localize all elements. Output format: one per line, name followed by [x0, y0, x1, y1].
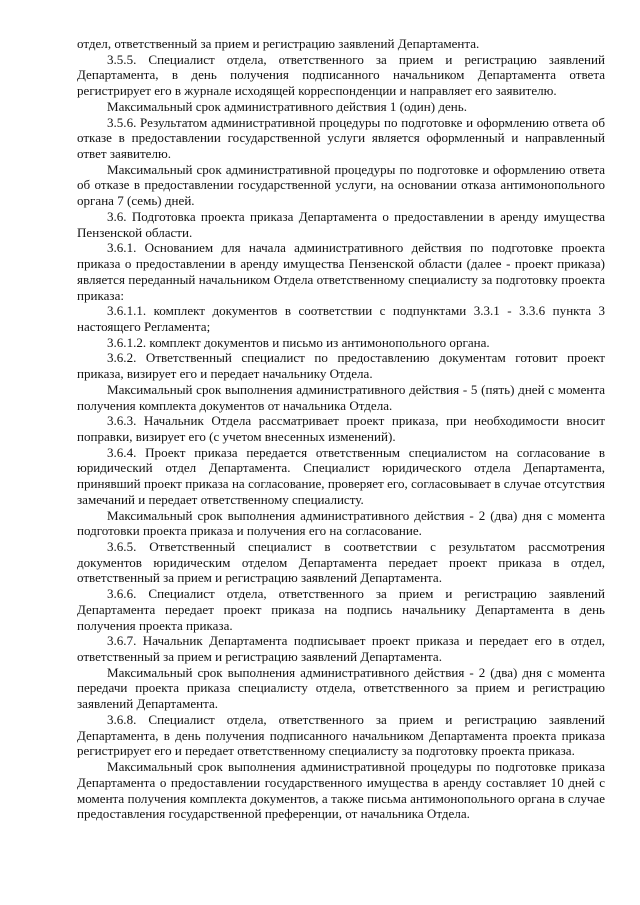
- paragraph-3-6-1-2: 3.6.1.2. комплект документов и письмо из антимонопольного органа.: [107, 334, 490, 350]
- paragraph-3-6-1-1: 3.6.1.1. комплект документов в соответствии с подпунктами 3.3.1 - 3.3.6 пункта 3 настоящего Регламента;: [77, 303, 605, 334]
- paragraph-max-term-1: Максимальный срок административного действия 1 (один) день.: [107, 98, 467, 114]
- paragraph-3-6-3: 3.6.3. Начальник Отдела рассматривает проект приказа, при необходимости вносит поправки, визирует его (с учетом внесенных изменений).: [77, 413, 605, 444]
- paragraph-3-6-6: 3.6.6. Специалист отдела, ответственного за прием и регистрацию заявлений Департамента передает проект приказа на подпись начальнику Департамента в день получения проекта приказа.: [77, 586, 605, 633]
- paragraph-3-6-4: 3.6.4. Проект приказа передается ответственным специалистом на согласование в юридический отдел Департамента. Специалист юридического отдела Департамента, принявший проект приказа на согласование, проверяет его, согласовывает в случае отсутствия замечаний и передает ответственному специалисту.: [77, 444, 605, 507]
- paragraph-max-term-6: Максимальный срок выполнения административной процедуры по подготовке приказа Департамента о предоставлении государственного имущества в аренду составляет 10 дней с момента получения комплекта документов, а также письма антимонопольного органа в случае предоставления государственной преференции, от начальника Отдела.: [77, 759, 605, 822]
- paragraph-3-6-1: 3.6.1. Основанием для начала административного действия по подготовке проекта приказа о предоставлении в аренду имущества Пензенской области (далее - проект приказа) является переданный начальником Отдела ответственному специалисту за подготовку проекта приказа:: [77, 240, 605, 303]
- paragraph-max-term-2: Максимальный срок административной процедуры по подготовке и оформлению ответа об отказе в предоставлении государственной услуги, на основании отказа антимонопольного органа 7 (семь) дней.: [77, 161, 605, 209]
- paragraph-3-5-6: 3.5.6. Результатом административной процедуры по подготовке и оформлению ответа об отказе в предоставлении государственной услуги является оформленный и направленный ответ заявителю.: [77, 114, 605, 162]
- paragraph-3-6-5: 3.6.5. Ответственный специалист в соответствии с результатом рассмотрения документов юридическим отделом Департамента передает проект приказа в отдел, ответственный за прием и регистрацию заявлений Департамента.: [77, 539, 605, 586]
- paragraph-max-term-3: Максимальный срок выполнения административного действия - 5 (пять) дней с момента получения комплекта документов от начальника Отдела.: [77, 381, 605, 413]
- paragraph-3-6-2: 3.6.2. Ответственный специалист по предоставлению документам готовит проект приказа, визирует его и передает начальнику Отдела.: [77, 350, 605, 382]
- document-body: [77, 36, 605, 822]
- paragraph-continuation: отдел, ответственный за прием и регистрацию заявлений Департамента.: [77, 36, 480, 51]
- paragraph-max-term-5: Максимальный срок выполнения административного действия - 2 (два) дня с момента передачи проекта приказа специалисту отдела, ответственного за прием и регистрацию заявлений Департамента.: [77, 664, 605, 712]
- paragraph-3-6-7: 3.6.7. Начальник Департамента подписывает проект приказа и передает его в отдел, ответственный за прием и регистрацию заявлений Департамента.: [77, 633, 605, 665]
- paragraph-max-term-4: Максимальный срок выполнения административного действия - 2 (два) дня с момента подготовки проекта приказа и получения его на согласование.: [77, 507, 605, 539]
- paragraph-3-6-8: 3.6.8. Специалист отдела, ответственного за прием и регистрацию заявлений Департамента, в день получения подписанного начальником Департамента проекта приказа регистрирует его и передает ответственному специалисту за подготовку проекта приказа.: [77, 711, 605, 759]
- paragraph-3-6: 3.6. Подготовка проекта приказа Департамента о предоставлении в аренду имущества Пензенской области.: [77, 208, 605, 240]
- paragraph-3-5-5: 3.5.5. Специалист отдела, ответственного за прием и регистрацию заявлений Департамента, в день получения подписанного начальником Департамента ответа регистрирует его в журнале исходящей корреспонденции и направляет его заявителю.: [77, 51, 605, 99]
